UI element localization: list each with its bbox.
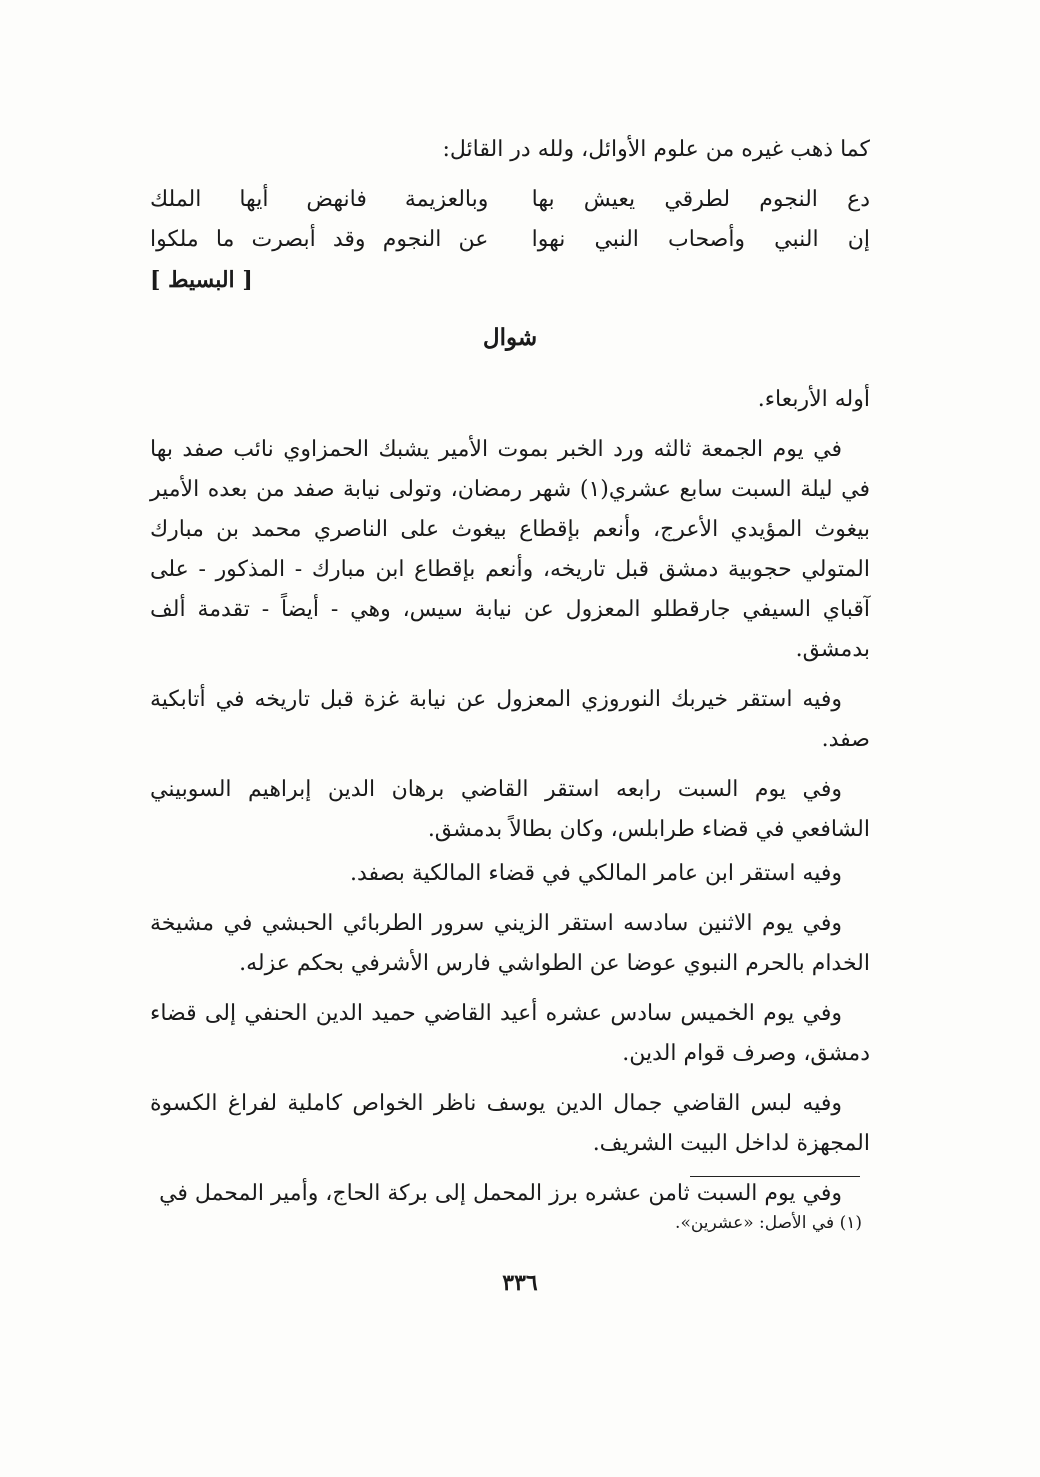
page-body	[150, 130, 870, 1224]
intro-line: كما ذهب غيره من علوم الأوائل، ولله در القائل:	[442, 137, 870, 162]
footnote-divider	[690, 1176, 860, 1177]
verse-line	[150, 220, 870, 260]
paragraph: وفيه استقر ابن عامر المالكي في قضاء المالكية بصفد.	[349, 861, 842, 886]
footnote: (١) في الأصل: «عشرين».	[675, 1213, 862, 1233]
verse-first-hemistich: إن النبي وأصحاب النبي نهوا	[531, 227, 870, 252]
verse-second-hemistich: وبالعزيمة فانهض أيها الملك	[150, 187, 489, 212]
paragraph: أوله الأربعاء.	[757, 387, 870, 412]
poetic-meter-label: [ البسيط ]	[150, 267, 253, 293]
paragraph: وفي يوم الاثنين سادسه استقر الزيني سرور الطربائي الحبشي في مشيخة الخدام بالحرم النبوي عوضا عن الطواشي فارس الأشرفي بحكم عزله.	[150, 911, 870, 976]
section-heading: شوال	[482, 324, 538, 351]
paragraph: وفي يوم الخميس سادس عشره أعيد القاضي حميد الدين الحنفي إلى قضاء دمشق، وصرف قوام الدين.	[150, 1001, 870, 1066]
paragraph: وفي يوم السبت ثامن عشره برز المحمل إلى بركة الحاج، وأمير المحمل في	[159, 1181, 842, 1206]
verse-second-hemistich: عن النجوم وقد أبصرت ما ملكوا	[150, 227, 489, 252]
paragraph: وفي يوم السبت رابعه استقر القاضي برهان الدين إبراهيم السوبيني الشافعي في قضاء طرابلس، وكان بطالاً بدمشق.	[150, 777, 870, 842]
paragraph: في يوم الجمعة ثالثه ورد الخبر بموت الأمير يشبك الحمزاوي نائب صفد بها في ليلة السبت سابع عشري(١) شهر رمضان، وتولى نيابة صفد من بعده الأمير بيغوث المؤيدي الأعرج، وأنعم بإقطاع بيغوث على الناصري محمد بن مبارك المتولي حجوبية دمشق قبل تاريخه، وأنعم بإقطاع ابن مبارك - المذكور - على آقباي السيفي جارقطلو المعزول عن نيابة سيس، وهي - أيضاً - تقدمة ألف بدمشق.	[150, 437, 870, 662]
paragraph: وفيه لبس القاضي جمال الدين يوسف ناظر الخواص كاملية لفراغ الكسوة المجهزة لداخل البيت الشريف.	[150, 1091, 870, 1156]
page-number: ٣٣٦	[502, 1270, 538, 1296]
verse-first-hemistich: دع النجوم لطرقي يعيش بها	[531, 187, 870, 212]
verse-line	[150, 180, 870, 220]
paragraph: وفيه استقر خيربك النوروزي المعزول عن نيابة غزة قبل تاريخه في أتابكية صفد.	[150, 687, 870, 752]
